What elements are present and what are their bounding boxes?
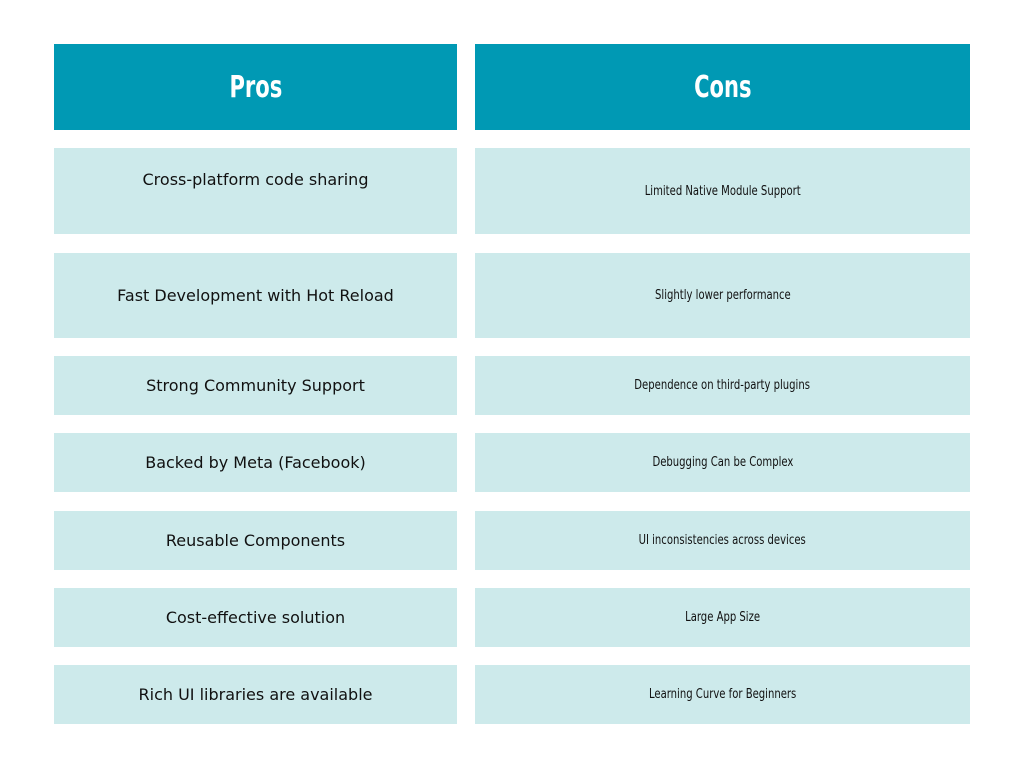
cons-header xyxy=(475,44,970,130)
con-item xyxy=(475,588,970,647)
pro-item xyxy=(54,665,457,724)
con-item xyxy=(475,253,970,338)
con-item xyxy=(475,433,970,492)
pro-item-label: Cross-platform code sharing xyxy=(142,170,369,189)
con-item-label: Learning Curve for Beginners xyxy=(648,687,797,702)
cons-header-label: Cons xyxy=(693,69,752,105)
con-item xyxy=(475,665,970,724)
pros-header xyxy=(54,44,457,130)
con-item-label: Debugging Can be Complex xyxy=(652,455,793,470)
con-item-label: Limited Native Module Support xyxy=(644,183,801,199)
pro-item xyxy=(54,511,457,570)
con-item xyxy=(475,148,970,234)
pro-item xyxy=(54,356,457,415)
con-item xyxy=(475,356,970,415)
pro-item-label: Cost-effective solution xyxy=(165,608,346,627)
pro-item xyxy=(54,148,457,234)
con-item-label: UI inconsistencies across devices xyxy=(638,533,807,548)
pro-item-label: Backed by Meta (Facebook) xyxy=(145,453,366,472)
con-item-label: Dependence on third-party plugins xyxy=(634,378,811,393)
pros-header-label: Pros xyxy=(229,69,282,105)
pro-item-label: Strong Community Support xyxy=(146,376,365,395)
con-item xyxy=(475,511,970,570)
con-item-label: Large App Size xyxy=(685,610,760,625)
con-item-label: Slightly lower performance xyxy=(654,288,791,303)
pro-item-label: Reusable Components xyxy=(165,531,346,550)
pro-item xyxy=(54,433,457,492)
pro-item xyxy=(54,253,457,338)
pro-item-label: Rich UI libraries are available xyxy=(138,685,373,704)
pro-item-label: Fast Development with Hot Reload xyxy=(117,286,394,305)
pro-item xyxy=(54,588,457,647)
